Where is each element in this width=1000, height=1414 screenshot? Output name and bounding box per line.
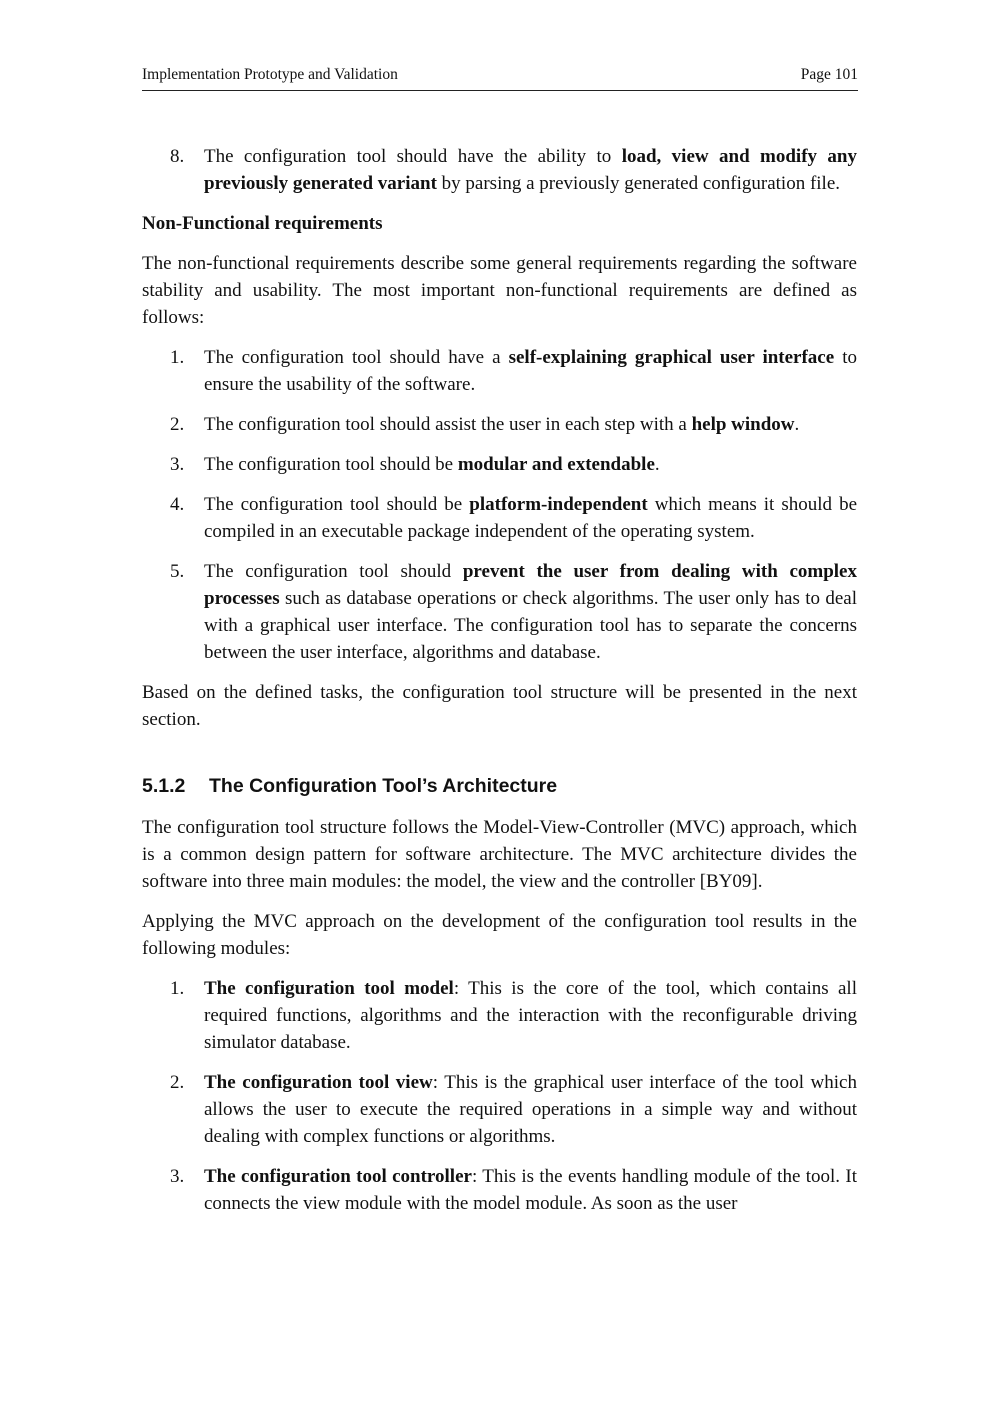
bold-text: help window: [691, 414, 795, 435]
list-number: 5.: [170, 561, 185, 582]
list-item: [142, 344, 857, 398]
section-heading: [142, 773, 857, 800]
mvc-paragraph: The configuration tool structure follows the Model-View-Controller (MVC) approach, which is a common design pattern for software architecture. The MVC architecture divides the software into three main modules: the model, the view and the controller [BY09].: [142, 817, 857, 892]
bold-text: modular and extendable: [457, 454, 655, 475]
list-number: 3.: [170, 1166, 185, 1187]
text-run: The configuration tool should have a: [204, 347, 509, 368]
list-item: [142, 411, 857, 438]
list-number: 4.: [170, 494, 185, 515]
bold-text: The configuration tool controller: [204, 1166, 472, 1187]
list-item: [142, 975, 857, 1056]
text-run: by parsing a previously generated configuration file.: [436, 173, 841, 194]
running-title: Implementation Prototype and Validation: [142, 66, 398, 83]
page-number: Page 101: [800, 66, 858, 83]
bold-text: The configuration tool model: [204, 978, 454, 999]
mvc-modules-list: [142, 975, 857, 1217]
page-body: [142, 143, 857, 1230]
text-run: which means it should be compiled in an executable package independent of the operating system.: [204, 494, 858, 542]
text-run: to ensure the usability of the software.: [204, 347, 857, 395]
text-run: The configuration tool should assist the user in each step with a: [204, 414, 692, 435]
text-run: The configuration tool should be: [204, 494, 470, 515]
section-number: 5.1.2: [142, 775, 186, 797]
list-item: [142, 143, 857, 197]
functional-requirements-list: [142, 143, 857, 197]
text-run: The configuration tool should have the ability to: [204, 146, 622, 167]
text-run: The configuration tool should be: [204, 454, 458, 475]
bold-text: load, view and modify any previously generated variant: [204, 146, 857, 194]
text-run: : This is the graphical user interface of the tool which allows the user to execute the required operations in a simple way and without dealing with complex functions or algorithms.: [204, 1072, 857, 1147]
bold-text: prevent the user from dealing with complex processes: [204, 561, 857, 609]
nonfunctional-requirements-list: [142, 344, 857, 666]
list-number: 1.: [170, 347, 185, 368]
transition-paragraph: Based on the defined tasks, the configuration tool structure will be presented in the next section.: [142, 682, 857, 730]
bold-text: The configuration tool view: [204, 1072, 433, 1093]
list-number: 1.: [170, 978, 185, 999]
bold-text: platform-independent: [469, 494, 648, 515]
list-item: [142, 491, 857, 545]
text-run: : This is the core of the tool, which contains all required functions, algorithms and the interaction with the reconfigurable driving simulator database.: [204, 978, 857, 1053]
nonfunctional-heading: Non-Functional requirements: [142, 213, 383, 234]
text-run: .: [654, 454, 660, 475]
bold-text: self-explaining graphical user interface: [508, 347, 835, 368]
text-run: : This is the events handling module of the tool. It connects the view module with the model module. As soon as the user: [204, 1166, 857, 1214]
list-item: [142, 1163, 857, 1217]
page-header: [142, 66, 858, 91]
list-number: 2.: [170, 1072, 185, 1093]
list-number: 2.: [170, 414, 185, 435]
text-run: .: [794, 414, 800, 435]
modules-intro: Applying the MVC approach on the development of the configuration tool results in the following modules:: [142, 911, 857, 959]
list-number: 8.: [170, 146, 185, 167]
nonfunctional-intro: The non-functional requirements describe some general requirements regarding the software stability and usability. The most important non-functional requirements are defined as follows:: [142, 253, 857, 328]
text-run: such as database operations or check algorithms. The user only has to deal with a graphical user interface. The configuration tool has to separate the concerns between the user interface, algorithms and database.: [204, 588, 857, 663]
section-title: The Configuration Tool’s Architecture: [209, 775, 558, 797]
text-run: The configuration tool should: [204, 561, 463, 582]
list-number: 3.: [170, 454, 185, 475]
list-item: [142, 451, 857, 478]
list-item: [142, 1069, 857, 1150]
list-item: [142, 558, 857, 666]
